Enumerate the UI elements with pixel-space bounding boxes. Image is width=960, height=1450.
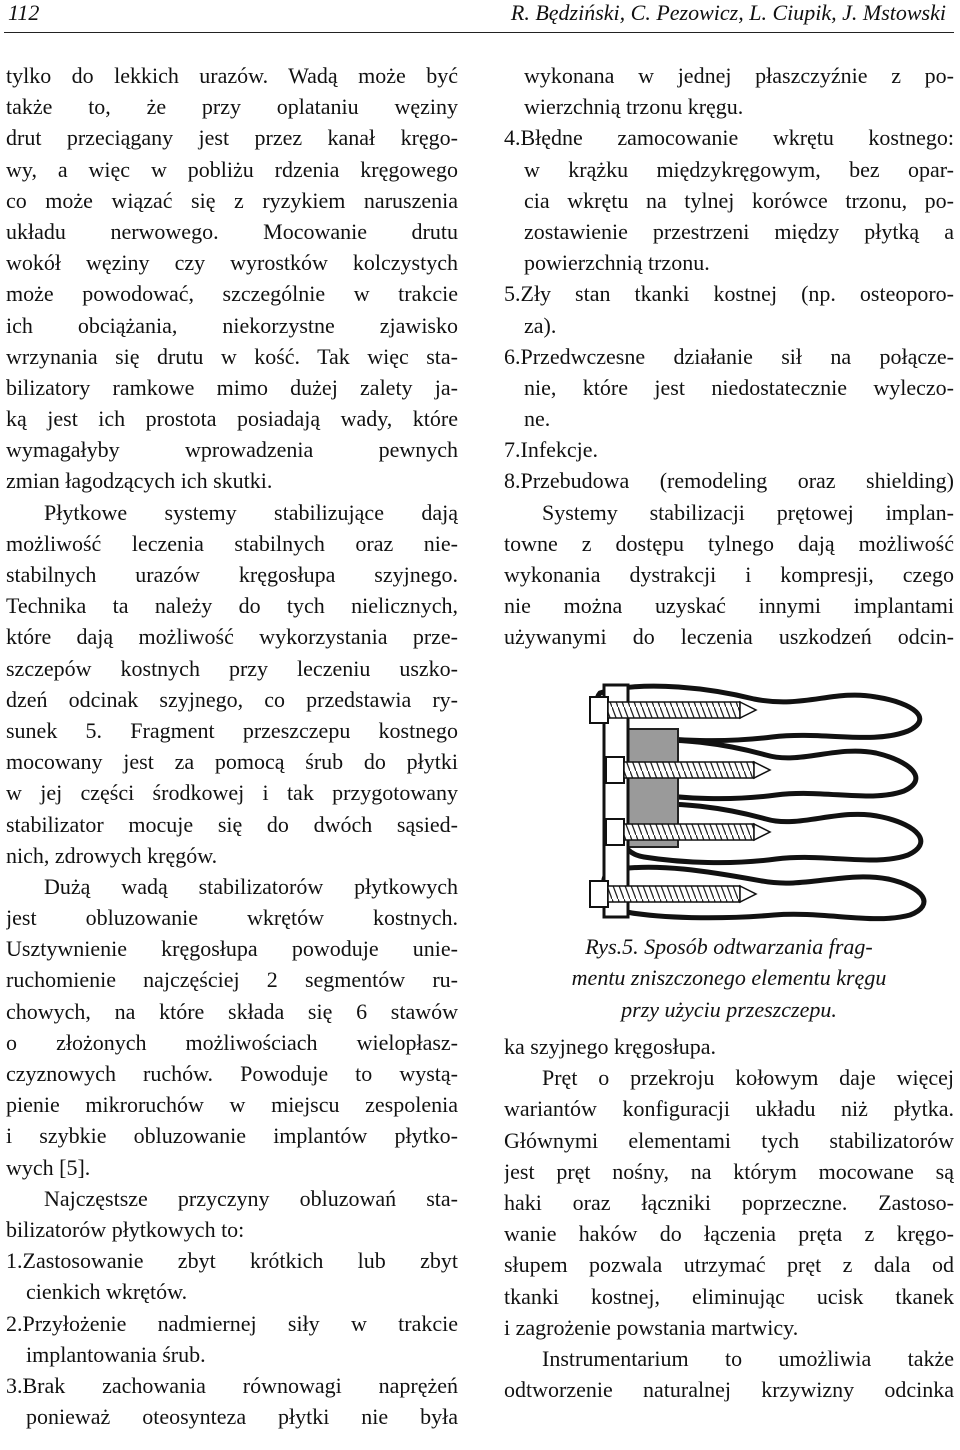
text-line: 6.Przedwczesne działanie sił na połącze- — [504, 343, 954, 369]
text-line: ka szyjnego kręgosłupa. — [504, 1034, 716, 1060]
text-line: zmian łagodzących ich skutki. — [6, 468, 273, 494]
text-line: dzeń odcinak szyjnego, co przedstawia ry- — [6, 686, 458, 712]
text-line: zostawienie przestrzeni między płytką a — [524, 218, 954, 244]
text-line: układu nerwowego. Mocowanie drutu — [6, 218, 458, 244]
text-line: 3.Brak zachowania równowagi naprężeń — [6, 1372, 458, 1398]
right-column-top-text — [504, 60, 954, 653]
text-line: cia wkrętu na tylnej korówce trzonu, po- — [524, 187, 954, 213]
text-line: i zagrożenie powstania martwicy. — [504, 1314, 799, 1340]
text-line: drut przeciągany jest przez kanał kręgo- — [6, 125, 458, 151]
text-line: Płytkowe systemy stabilizujące dają — [44, 499, 458, 525]
text-line: wierzchnią trzonu kręgu. — [524, 94, 744, 120]
text-line: cienkich wkrętów. — [26, 1279, 188, 1305]
text-line: co może wiązać się z ryzykiem naruszenia — [6, 187, 458, 213]
figure-caption — [504, 931, 954, 1026]
figure-spine-graft — [504, 675, 954, 925]
text-line: Głównymi elementami tych stabilizatorów — [504, 1127, 954, 1153]
text-line: wy, a więc w pobliżu rdzenia kręgowego — [6, 156, 458, 182]
text-line: ką jest ich prostota posiadają wady, które — [6, 406, 458, 432]
text-line: nie można uzyskać innymi implantami — [504, 593, 954, 619]
text-line: wymagałyby wprowadzenia pewnych — [6, 437, 458, 463]
text-line: wykonania dystrakcji i kompresji, czego — [504, 562, 954, 587]
text-line: Usztywnienie kręgosłupa powoduje unie- — [6, 936, 458, 962]
text-line: nie, które jest niedostatecznie wyleczo- — [524, 374, 954, 400]
text-line: wanie haków do łączenia pręta z kręgo- — [504, 1221, 954, 1247]
text-line: ruchomienie najczęściej 2 segmentów ru- — [6, 967, 458, 993]
text-line: Pręt o przekroju kołowym daje więcej — [542, 1065, 954, 1091]
text-line: ponieważ oteosynteza płytki nie była — [26, 1404, 458, 1430]
text-line: odtworzenie naturalnej krzywizny odcinka — [504, 1377, 954, 1403]
text-line: może powodować, szczególnie w trakcie — [6, 281, 458, 307]
caption-line: Rys.5. Sposób odtwarzania frag- — [585, 933, 873, 959]
caption-line: przy użyciu przeszczepu. — [621, 996, 837, 1022]
text-line: Technika ta należy do tych nielicznych, — [6, 593, 458, 619]
text-line: wych [5]. — [6, 1154, 91, 1180]
text-line: haki oraz łączniki poprzeczne. Zastoso- — [504, 1190, 954, 1215]
page-number: 112 — [8, 0, 40, 25]
text-line: powierzchnią trzonu. — [524, 250, 710, 276]
text-line: wariantów konfiguracji układu niż płytka. — [504, 1096, 954, 1122]
text-line: szczepów kostnych przy leczeniu uszko- — [6, 655, 458, 681]
right-column — [504, 60, 954, 1405]
text-line: także to, że przy oplataniu węziny — [6, 94, 458, 120]
text-line: w krążku międzykręgowym, bez opar- — [524, 156, 954, 182]
text-line: jest obluzowanie wkrętów kostnych. — [6, 905, 458, 931]
text-line: 1.Zastosowanie zbyt krótkich lub zbyt — [6, 1248, 458, 1274]
text-line: o złożonych możliwościach wielopłasz- — [6, 1029, 458, 1055]
text-line: nich, zdrowych kręgów. — [6, 842, 218, 868]
text-line: czyznowych ruchów. Powoduje to wystą- — [6, 1061, 458, 1086]
text-line: Instrumentarium to umożliwia także — [542, 1345, 954, 1371]
text-line: za). — [524, 312, 557, 338]
text-line: które dają możliwość wykorzystania prze- — [6, 624, 458, 650]
text-line: bilizatorów płytkowych to: — [6, 1216, 245, 1242]
text-line: i szybkie obluzowanie implantów płytko- — [6, 1123, 458, 1149]
text-line: ich obciążania, niekorzystne zjawisko — [6, 312, 458, 338]
page-header — [0, 0, 960, 36]
text-line: Systemy stabilizacji prętowej implan- — [542, 499, 954, 525]
text-line: tylko do lekkich urazów. Wadą może być — [6, 63, 458, 88]
text-line: 8.Przebudowa (remodeling oraz shielding) — [504, 468, 954, 494]
text-line: stabilnych urazów kręgosłupa szyjnego. — [6, 562, 458, 587]
text-line: implantowania śrub. — [26, 1341, 206, 1367]
text-line: pienie mikroruchów w miejscu zespolenia — [6, 1092, 458, 1118]
text-line: stabilizator mocuje się do dwóch sąsied- — [6, 811, 458, 837]
spine-graft-illustration — [504, 675, 954, 925]
text-line: słupem pozwala utrzymać pręt z dala od — [504, 1252, 954, 1278]
right-column-bottom-text — [504, 1031, 954, 1405]
text-line: wokół węziny czy wyrostków kolczystych — [6, 250, 458, 276]
text-line: używanymi do leczenia uszkodzeń odcin- — [504, 624, 954, 650]
text-line: 5.Zły stan tkanki kostnej (np. osteoporo- — [504, 281, 954, 307]
text-line: chowych, na które składa się 6 stawów — [6, 998, 458, 1024]
text-line: Najczęstsze przyczyny obluzowań sta- — [44, 1185, 458, 1211]
text-line: w jej części środkowej i tak przygotowany — [6, 780, 458, 806]
text-line: tkanki kostnej, eliminując ucisk tkanek — [504, 1283, 954, 1309]
left-column — [6, 60, 458, 1432]
text-line: możliwość leczenia stabilnych oraz nie- — [6, 530, 458, 556]
text-line: mocowany jest za pomocą śrub do płytki — [6, 749, 458, 775]
text-line: wrzynania się drutu w kość. Tak więc sta- — [6, 343, 458, 369]
text-line: jest pręt nośny, na którym mocowane są — [504, 1158, 954, 1184]
text-line: sunek 5. Fragment przeszczepu kostnego — [6, 717, 458, 743]
text-line: ne. — [524, 406, 551, 432]
caption-line: mentu zniszczonego elementu kręgu — [571, 965, 887, 991]
text-line: Dużą wadą stabilizatorów płytkowych — [44, 873, 458, 899]
header-rule — [4, 32, 954, 33]
text-line: 2.Przyłożenie nadmiernej siły w trakcie — [6, 1310, 458, 1336]
text-line: 7.Infekcje. — [504, 437, 599, 463]
text-line: wykonana w jednej płaszczyźnie z po- — [524, 63, 954, 88]
text-line: bilizatory ramkowe mimo dużej zalety ja- — [6, 374, 458, 400]
text-line: towne z dostępu tylnego dają możliwość — [504, 530, 954, 556]
running-head: R. Będziński, C. Pezowicz, L. Ciupik, J. Mstowski — [510, 0, 946, 25]
text-line: 4.Błędne zamocowanie wkrętu kostnego: — [504, 125, 954, 151]
